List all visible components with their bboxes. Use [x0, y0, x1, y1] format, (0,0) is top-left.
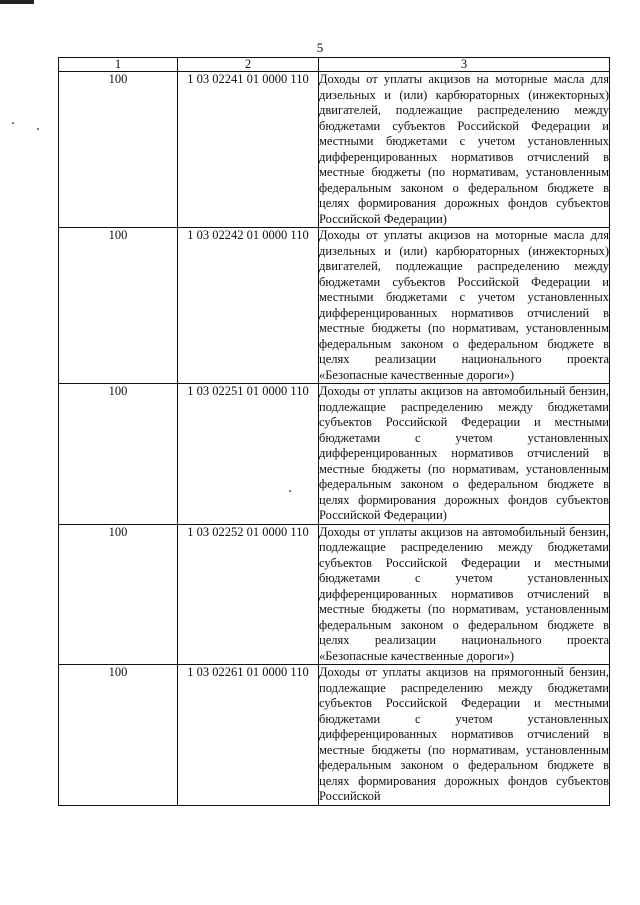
revenue-codes-table [58, 57, 610, 806]
kbk-code-cell: 1 03 02241 01 0000 110 [178, 72, 319, 228]
description-cell: Доходы от уплаты акцизов на моторные масла для дизельных и (или) карбюраторных (инжекторных) двигателей, подлежащие распределению между бюджетами субъектов Российской Федерации и местными бюджетами с учетом установленных дифференцированных нормативов отчислений в местные бюджеты (по нормативам, установленным федеральным законом о федеральном бюджете в целях реализации национального проекта «Безопасные качественные дороги») [319, 228, 609, 382]
column-header-1: 1 [59, 58, 178, 72]
scan-speck [289, 490, 291, 492]
table-row [59, 384, 610, 525]
description-cell: Доходы от уплаты акцизов на прямогонный бензин, подлежащие распределению между бюджетами субъектов Российской Федерации и местными бюджетами с учетом установленных дифференцированных нормативов отчислений в местные бюджеты (по нормативам, установленным федеральным законом о федеральном бюджете в целях формирования дорожных фондов субъектов Российской [319, 665, 609, 803]
description-cell: Доходы от уплаты акцизов на автомобильный бензин, подлежащие распределению между бюджетами субъектов Российской Федерации и местными бюджетами с учетом установленных дифференцированных нормативов отчислений в местные бюджеты (по нормативам, установленным федеральным законом о федеральном бюджете в целях формирования дорожных фондов субъектов Российской Федерации) [319, 384, 609, 522]
table-header-row [59, 58, 610, 72]
table-row [59, 72, 610, 228]
scan-speck [37, 128, 39, 130]
admin-code-cell: 100 [59, 665, 178, 806]
description-cell: Доходы от уплаты акцизов на моторные масла для дизельных и (или) карбюраторных (инжекторных) двигателей, подлежащие распределению между бюджетами субъектов Российской Федерации и местными бюджетами с учетом установленных дифференцированных нормативов отчислений в местные бюджеты (по нормативам, установленным федеральным законом о федеральном бюджете в целях формирования дорожных фондов субъектов Российской Федерации) [319, 72, 609, 226]
admin-code-cell: 100 [59, 384, 178, 525]
table-row [59, 665, 610, 806]
admin-code-cell: 100 [59, 524, 178, 665]
kbk-code-cell: 1 03 02261 01 0000 110 [178, 665, 319, 806]
table-row [59, 228, 610, 384]
column-header-3: 3 [319, 58, 610, 72]
admin-code-cell: 100 [59, 72, 178, 228]
scan-corner-mark [0, 0, 34, 4]
kbk-code-cell: 1 03 02251 01 0000 110 [178, 384, 319, 525]
scan-speck [12, 122, 14, 124]
admin-code-cell: 100 [59, 228, 178, 384]
kbk-code-cell: 1 03 02252 01 0000 110 [178, 524, 319, 665]
kbk-code-cell: 1 03 02242 01 0000 110 [178, 228, 319, 384]
table-row [59, 524, 610, 665]
description-cell: Доходы от уплаты акцизов на автомобильный бензин, подлежащие распределению между бюджетами субъектов Российской Федерации и местными бюджетами с учетом установленных дифференцированных нормативов отчислений в местные бюджеты (по нормативам, установленным федеральным законом о федеральном бюджете в целях реализации национального проекта «Безопасные качественные дороги») [319, 524, 609, 663]
page-number: 5 [316, 40, 324, 55]
column-header-2: 2 [178, 58, 319, 72]
